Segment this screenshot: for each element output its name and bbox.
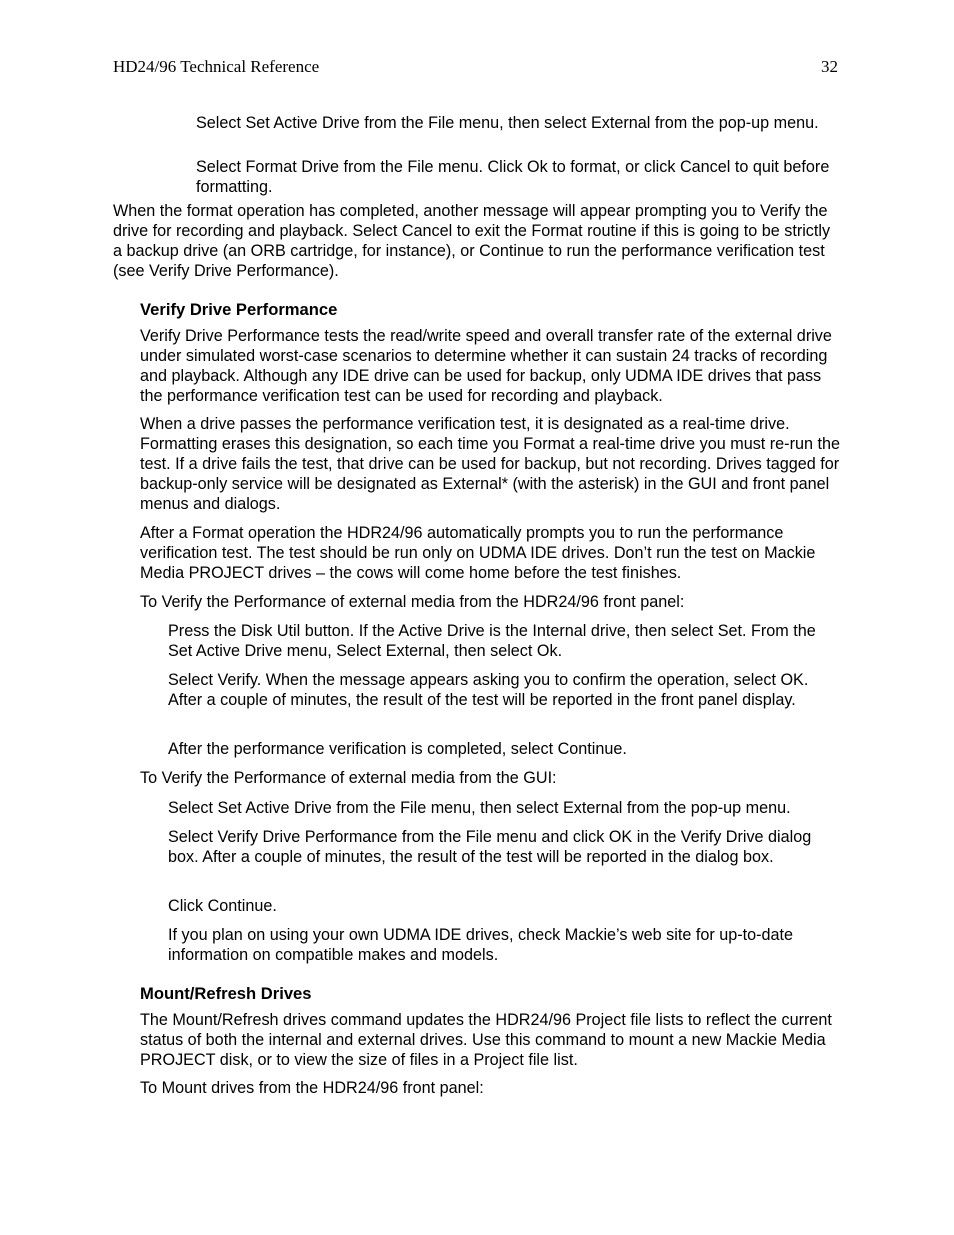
verify-paragraph-3: After a Format operation the HDR24/96 automatically prompts you to run the performance verification test. The test should be run only on UDMA IDE drives. Don’t run the test on Mackie Media PROJECT drives – the cows will come home before the test finishes. xyxy=(140,524,816,582)
verify-paragraph-2: When a drive passes the performance verification test, it is designated as a real-time drive. Formatting erases this designation, so each time you Format a real-time drive you must re-run the test. If a drive fails the test, that drive can be used for backup, but not recording. Drives tagged for backup-only service will be designated as External* (with the asterisk) in the GUI and front panel menus and dialogs. xyxy=(140,415,840,513)
gui-intro: To Verify the Performance of external media from the GUI: xyxy=(140,769,557,787)
gui-step-2: Select Verify Drive Performance from the File menu and click OK in the Verify Drive dialog box. After a couple of minutes, the result of the test will be reported in the dialog box. xyxy=(168,828,812,866)
mount-paragraph-1: The Mount/Refresh drives command updates the HDR24/96 Project file lists to reflect the current status of both the internal and external drives. Use this command to mount a new Mackie Media PROJECT disk, or to view the size of files in a Project file list. xyxy=(140,1011,832,1069)
gui-note: If you plan on using your own UDMA IDE drives, check Mackie’s web site for up-to-date information on compatible makes and models. xyxy=(168,926,794,964)
front-panel-step-3: After the performance verification is completed, select Continue. xyxy=(168,740,627,758)
step-set-active-drive: Select Set Active Drive from the File menu, then select External from the pop-up menu. xyxy=(196,114,819,132)
front-panel-step-2: Select Verify. When the message appears asking you to confirm the operation, select OK. After a couple of minutes, the result of the test will be reported in the front panel display. xyxy=(168,671,809,709)
step-format-drive: Select Format Drive from the File menu. Click Ok to format, or click Cancel to quit before formatting. xyxy=(196,158,830,196)
format-complete-paragraph: When the format operation has completed, another message will appear prompting you to Verify the drive for recording and playback. Select Cancel to exit the Format routine if this is going to be strictly a backup drive (an ORB cartridge, for instance), or Continue to run the performance verification test (see Verify Drive Performance). xyxy=(113,202,831,280)
section-heading-mount: Mount/Refresh Drives xyxy=(140,984,312,1003)
running-header-title: HD24/96 Technical Reference xyxy=(113,57,320,76)
section-heading-verify: Verify Drive Performance xyxy=(140,300,338,319)
page-number: 32 xyxy=(821,57,838,76)
front-panel-intro: To Verify the Performance of external media from the HDR24/96 front panel: xyxy=(140,593,685,611)
gui-step-1: Select Set Active Drive from the File menu, then select External from the pop-up menu. xyxy=(168,799,791,817)
gui-step-3: Click Continue. xyxy=(168,897,277,915)
verify-paragraph-1: Verify Drive Performance tests the read/write speed and overall transfer rate of the external drive under simulated worst-case scenarios to determine whether it can sustain 24 tracks of recording and playback. Although any IDE drive can be used for backup, only UDMA IDE drives that pass the performance verification test can be used for recording and playback. xyxy=(140,327,832,405)
front-panel-step-1: Press the Disk Util button. If the Active Drive is the Internal drive, then select Set. From the Set Active Drive menu, Select External, then select Ok. xyxy=(168,622,816,660)
mount-intro: To Mount drives from the HDR24/96 front panel: xyxy=(140,1079,484,1097)
